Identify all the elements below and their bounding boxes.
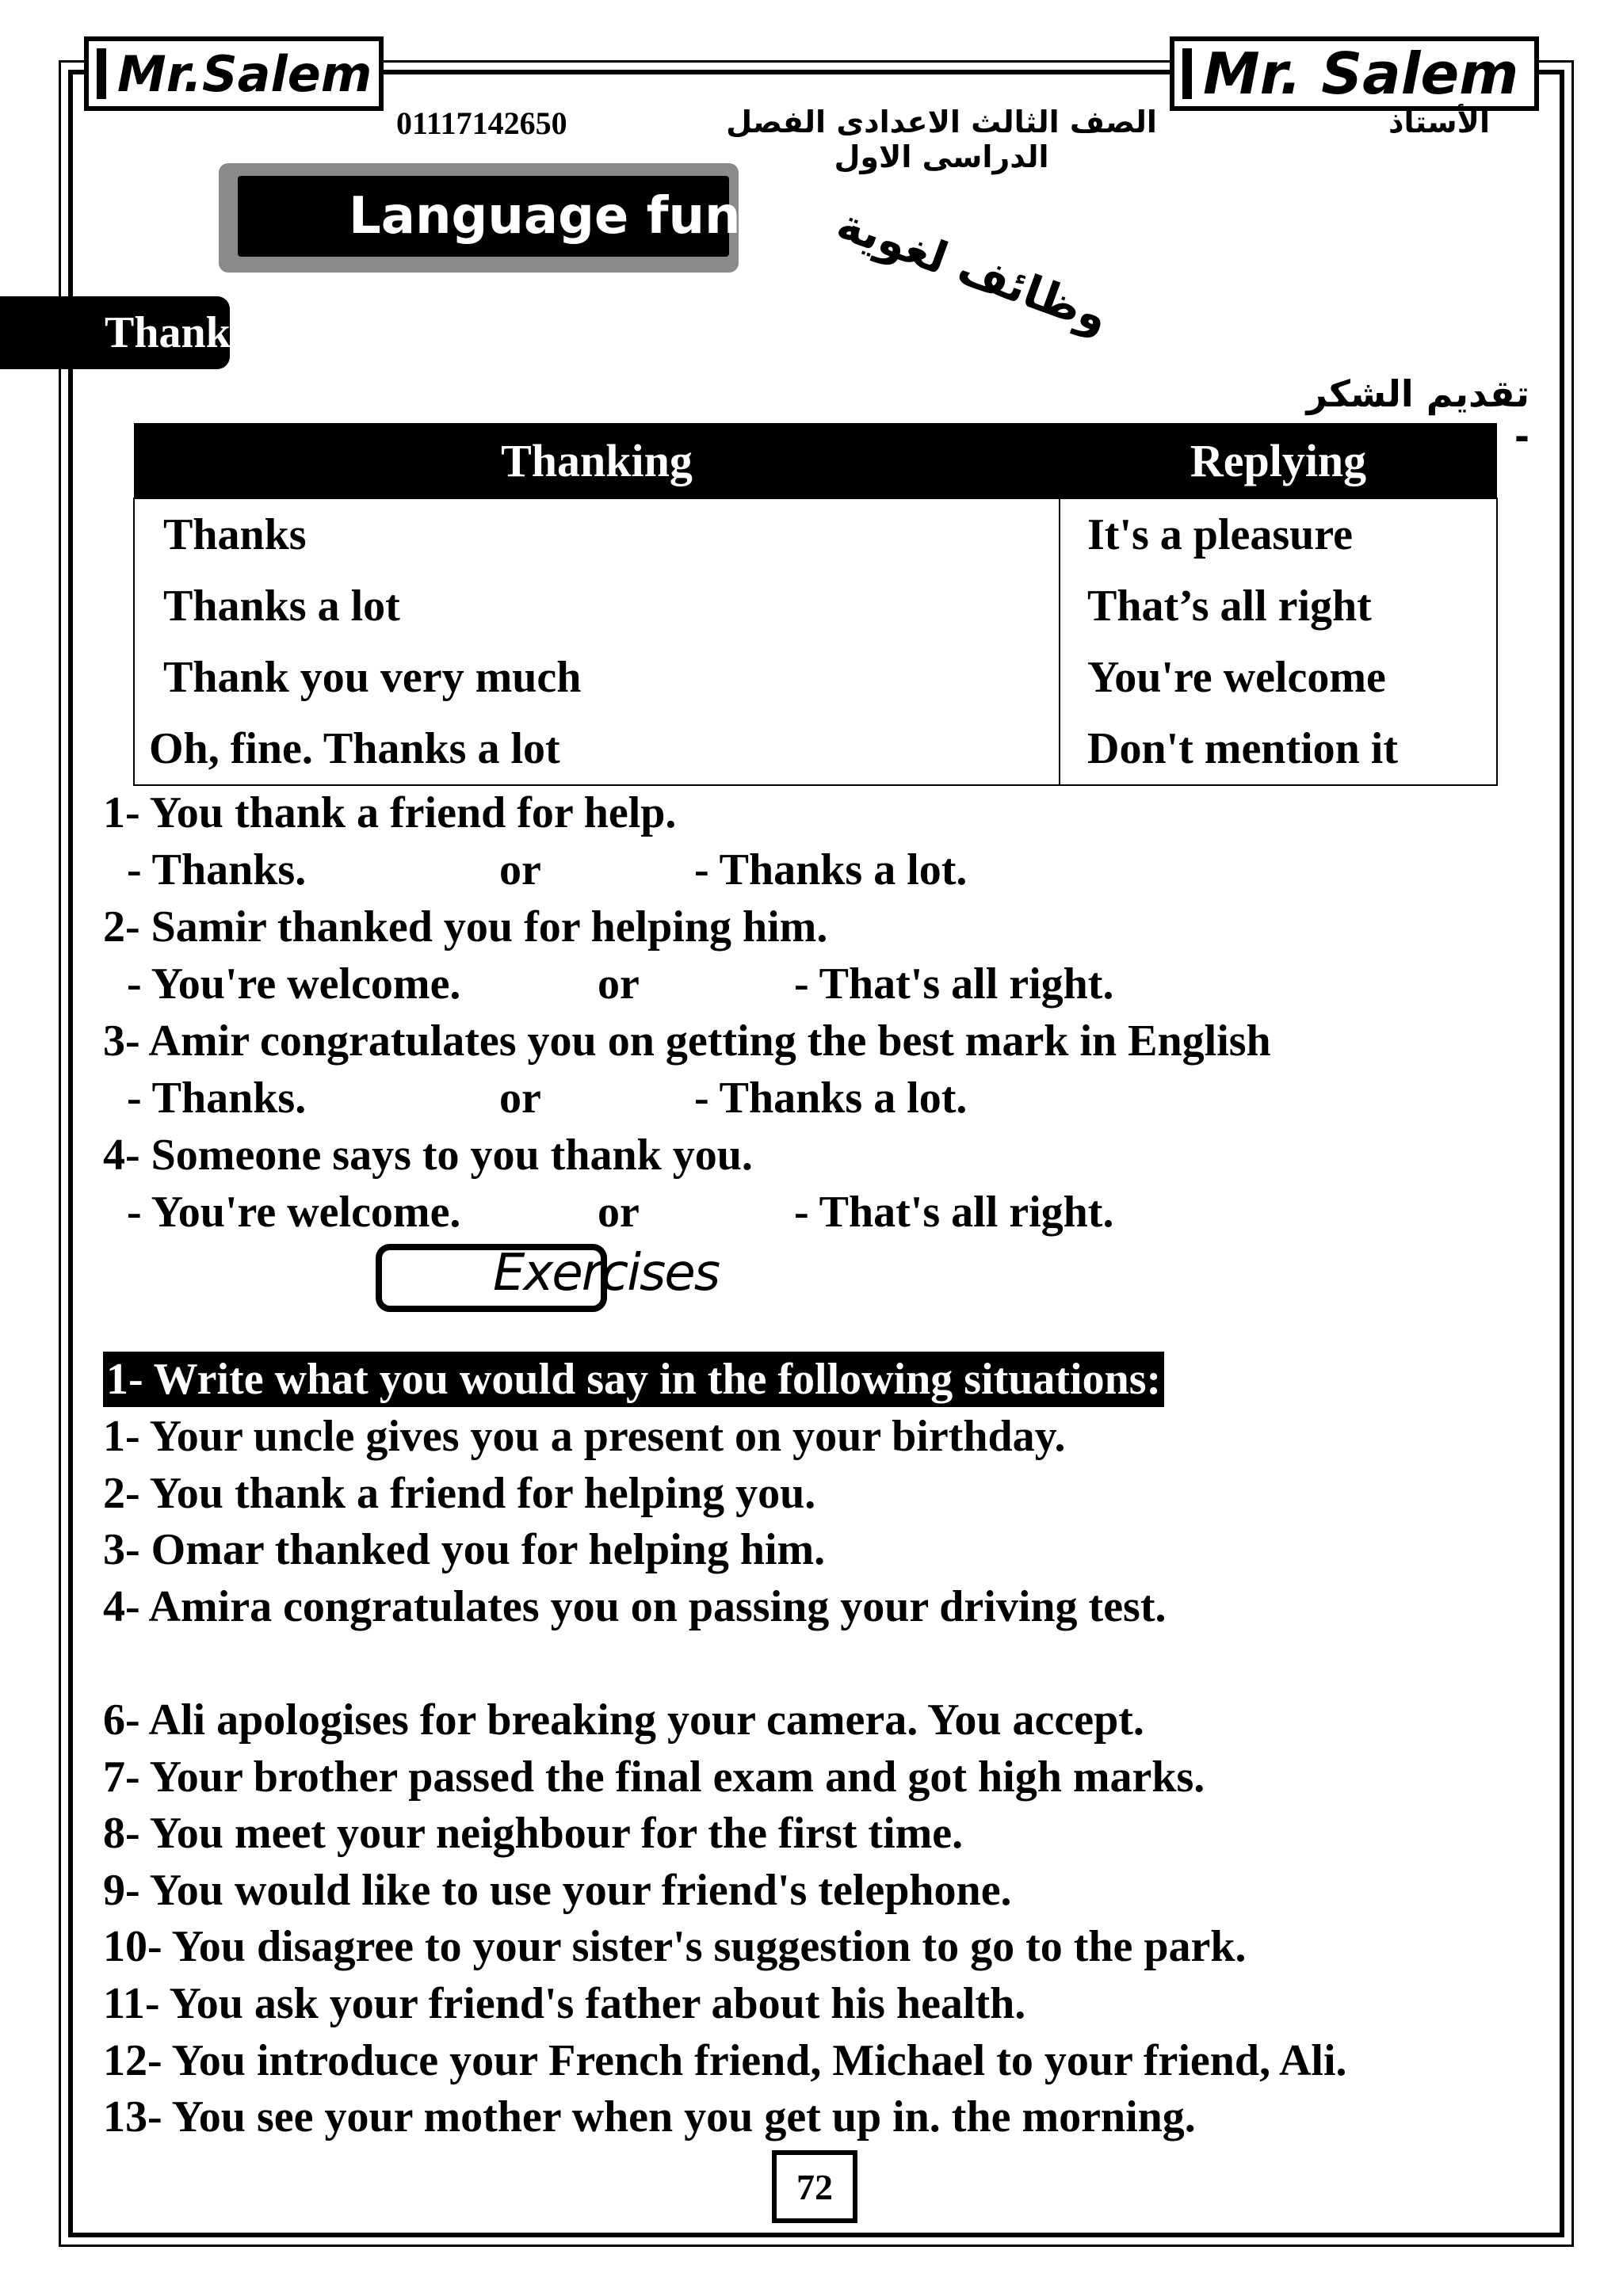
table-cell: Don't mention it xyxy=(1087,724,1398,773)
answer-2: - Thanks a lot. xyxy=(694,845,968,894)
table-cell: It's a pleasure xyxy=(1087,510,1353,559)
answer-2: - That's all right. xyxy=(794,1188,1114,1237)
exercise-item: 13- You see your mother when you get up in. the morning. xyxy=(103,2092,1196,2142)
exercise-item: 1- Your uncle gives you a present on your birthday. xyxy=(103,1412,1066,1461)
replying-column xyxy=(1060,498,1497,785)
example-answers xyxy=(103,1070,1271,1127)
table-cell: Thank you very much xyxy=(163,653,582,702)
example-answers xyxy=(103,841,1271,898)
header-replying: Replying xyxy=(1060,423,1497,498)
thanking-table xyxy=(133,423,1498,786)
exercise-list xyxy=(103,1409,1347,2146)
table-cell: Thanks a lot xyxy=(163,582,400,631)
table-cell: Oh, fine. Thanks a lot xyxy=(149,724,560,773)
exercise-item: 12- You introduce your French friend, Michael to your friend, Ali. xyxy=(103,2035,1347,2085)
phone-number: 01117142650 xyxy=(396,105,567,141)
language-functions-arabic: وظائف لغوية xyxy=(830,198,1115,344)
exercises-label: Exercises xyxy=(493,1244,720,1302)
page-number: 72 xyxy=(772,2150,857,2223)
language-functions-title: Language functio xyxy=(238,176,729,257)
exercise-item: 8- You meet your neighbour for the first time. xyxy=(103,1809,964,1859)
example-question: 4- Someone says to you thank you. xyxy=(103,1131,753,1180)
table-header-row xyxy=(134,423,1497,498)
exercise-item: 10- You disagree to your sister's suggestion to go to the park. xyxy=(103,1922,1247,1972)
table-cell: Thanks xyxy=(163,510,307,559)
exercise-heading: 1- Write what you would say in the following situations: xyxy=(103,1352,1164,1407)
or-label: or xyxy=(598,959,640,1009)
logo-left-text: Mr.Salem xyxy=(117,44,372,103)
table-cell: That’s all right xyxy=(1087,582,1372,631)
exercise-item: 3- Omar thanked you for helping him. xyxy=(103,1525,826,1575)
example-answers xyxy=(103,1184,1271,1241)
thanking-column xyxy=(134,498,1060,785)
answer-1: - Thanks. xyxy=(127,1074,307,1123)
examples-list xyxy=(103,784,1271,1241)
logo-left xyxy=(84,36,384,111)
section-arabic-title: تقديم الشكر - xyxy=(1306,372,1529,458)
example-question: 2- Samir thanked you for helping him. xyxy=(103,902,828,952)
answer-1: - Thanks. xyxy=(127,845,307,894)
example-question: 3- Amir congratulates you on getting the best mark in English xyxy=(103,1016,1271,1066)
answer-1: - You're welcome. xyxy=(127,1188,461,1237)
or-label: or xyxy=(499,845,541,894)
table-cell: You're welcome xyxy=(1087,653,1386,702)
grade-term-label: الصف الثالث الاعدادى الفصل الدراسى الاول xyxy=(726,105,1157,174)
or-label: or xyxy=(598,1188,640,1237)
exercise-item: 6- Ali apologises for breaking your camera. You accept. xyxy=(103,1695,1144,1745)
section-tab: Thank xyxy=(0,296,230,369)
header-thanking: Thanking xyxy=(134,423,1060,498)
answer-1: - You're welcome. xyxy=(127,959,461,1009)
logo-right-text: Mr. Salem xyxy=(1203,40,1519,107)
exercise-item: 11- You ask your friend's father about his health. xyxy=(103,1978,1026,2028)
exercise-item: 9- You would like to use your friend's telephone. xyxy=(103,1865,1012,1915)
logo-right xyxy=(1170,36,1539,111)
table-body-row xyxy=(134,498,1497,785)
exercise-item: 7- Your brother passed the final exam and got high marks. xyxy=(103,1752,1205,1802)
example-question: 1- You thank a friend for help. xyxy=(103,788,677,837)
or-label: or xyxy=(499,1074,541,1123)
exercise-item: 4- Amira congratulates you on passing your driving test. xyxy=(103,1581,1167,1631)
logo-bar xyxy=(97,48,106,99)
exercise-item xyxy=(103,1635,1347,1692)
answer-2: - Thanks a lot. xyxy=(694,1074,968,1123)
answer-2: - That's all right. xyxy=(794,959,1114,1009)
logo-bar xyxy=(1182,48,1192,99)
exercise-item: 2- You thank a friend for helping you. xyxy=(103,1468,816,1518)
teacher-label: الأستاذ xyxy=(1388,105,1490,139)
example-answers xyxy=(103,955,1271,1013)
